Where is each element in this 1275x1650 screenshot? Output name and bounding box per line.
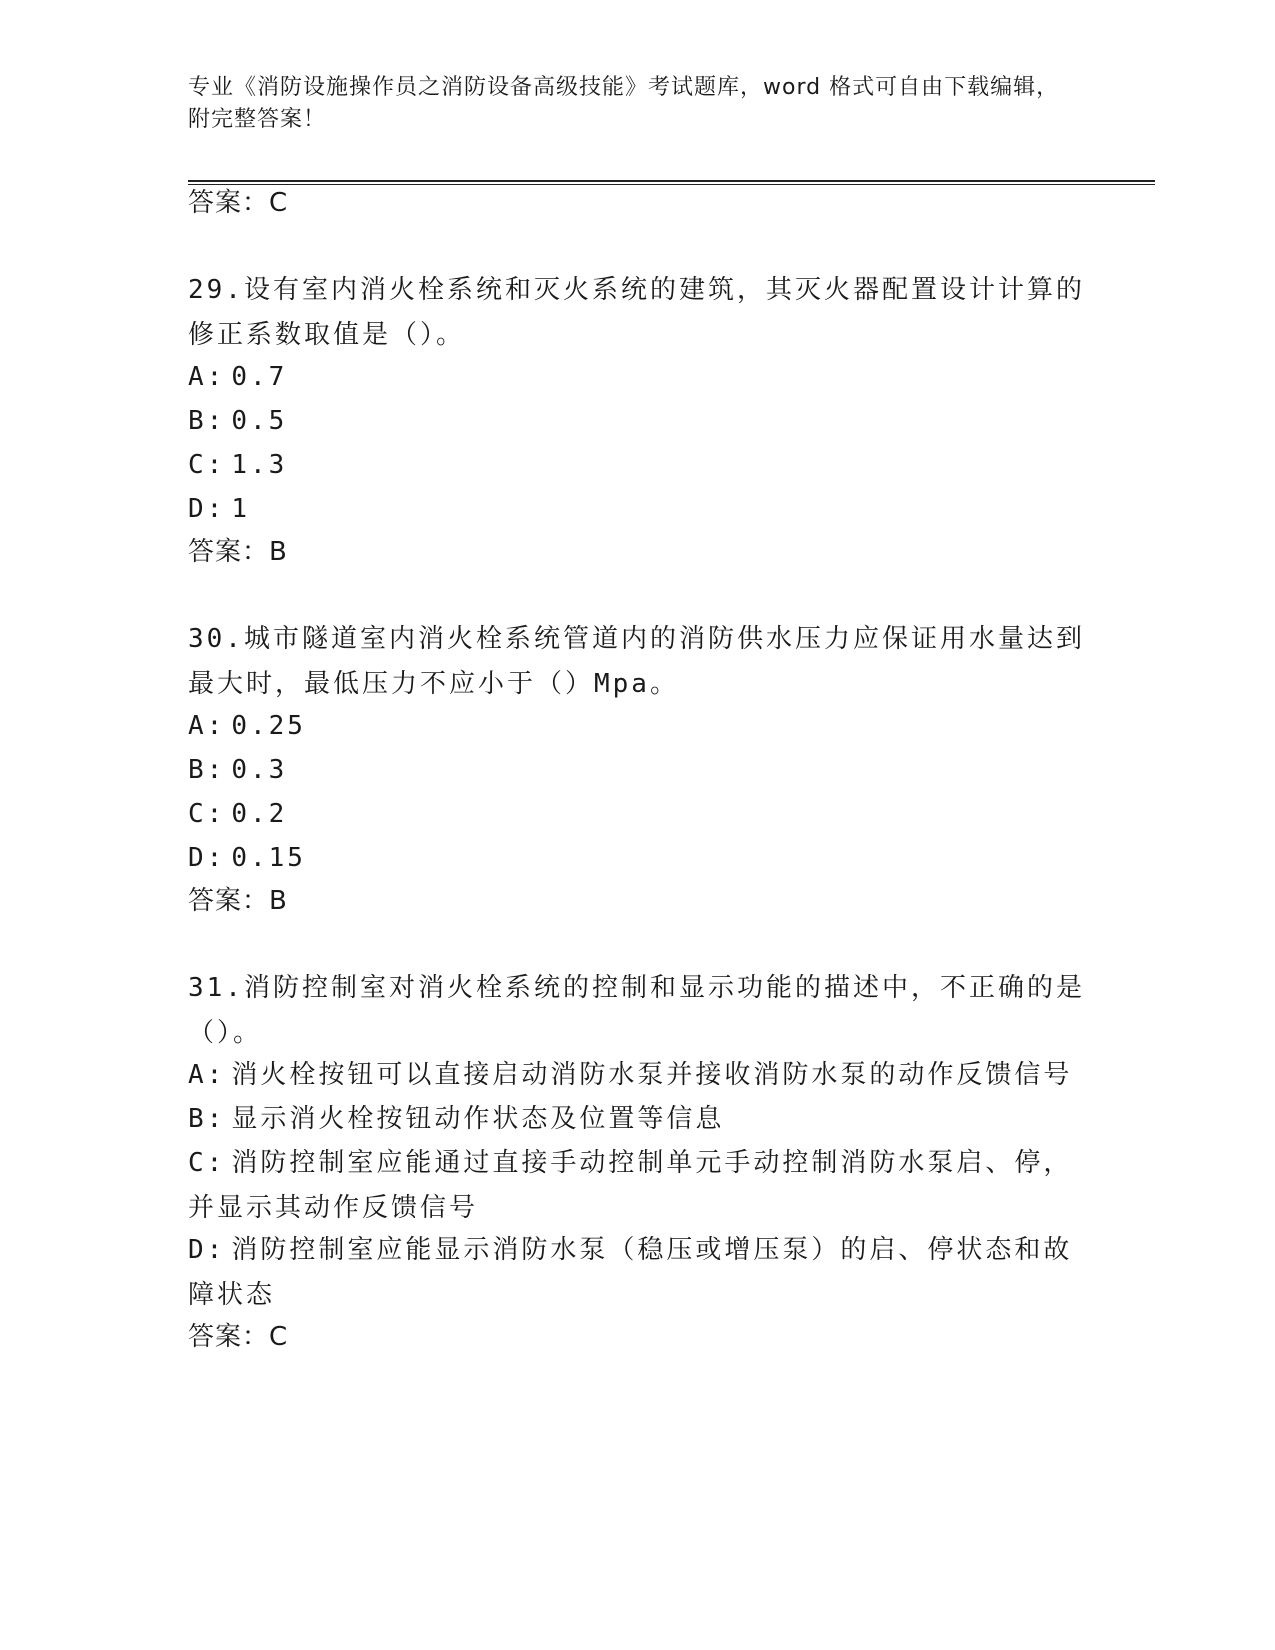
question-31-option-a: A: 消火栓按钮可以直接启动消防水泵并接收消防水泵的动作反馈信号 <box>188 1060 1073 1090</box>
question-29-answer: 答案：B <box>188 537 288 567</box>
question-31-option-c: C: 消防控制室应能通过直接手动控制单元手动控制消防水泵启、停，并显示其动作反馈信号 <box>188 1148 1073 1223</box>
question-31-option-b: B: 显示消火栓按钮动作状态及位置等信息 <box>188 1104 725 1134</box>
question-29-option-a: A: 0.7 <box>188 362 288 392</box>
previous-answer: 答案：C <box>188 188 289 218</box>
question-29-stem: 29.设有室内消火栓系统和灭火系统的建筑，其灭火器配置设计计算的修正系数取值是（）。 <box>188 275 1085 350</box>
question-30-stem: 30.城市隧道室内消火栓系统管道内的消防供水压力应保证用水量达到最大时，最低压力不应小于（）Mpa。 <box>188 624 1085 699</box>
question-30-option-a: A: 0.25 <box>188 711 306 741</box>
header-divider-thin <box>188 184 1155 185</box>
question-31-answer: 答案：C <box>188 1322 289 1352</box>
question-31-stem: 31.消防控制室对消火栓系统的控制和显示功能的描述中，不正确的是（）。 <box>188 973 1085 1048</box>
question-29-option-c: C: 1.3 <box>188 450 288 480</box>
question-30-option-b: B: 0.3 <box>188 755 288 785</box>
question-29-option-d: D: 1 <box>188 494 250 524</box>
question-29-option-b: B: 0.5 <box>188 406 288 436</box>
question-30-option-c: C: 0.2 <box>188 799 288 829</box>
question-30-answer: 答案：B <box>188 886 288 916</box>
document-header: 专业《消防设施操作员之消防设备高级技能》考试题库，word 格式可自由下载编辑，附完整答案！ <box>188 75 1060 132</box>
header-divider-thick <box>188 180 1155 182</box>
question-30-option-d: D: 0.15 <box>188 843 306 873</box>
question-31-option-d: D: 消防控制室应能显示消防水泵（稳压或增压泵）的启、停状态和故障状态 <box>188 1235 1073 1310</box>
